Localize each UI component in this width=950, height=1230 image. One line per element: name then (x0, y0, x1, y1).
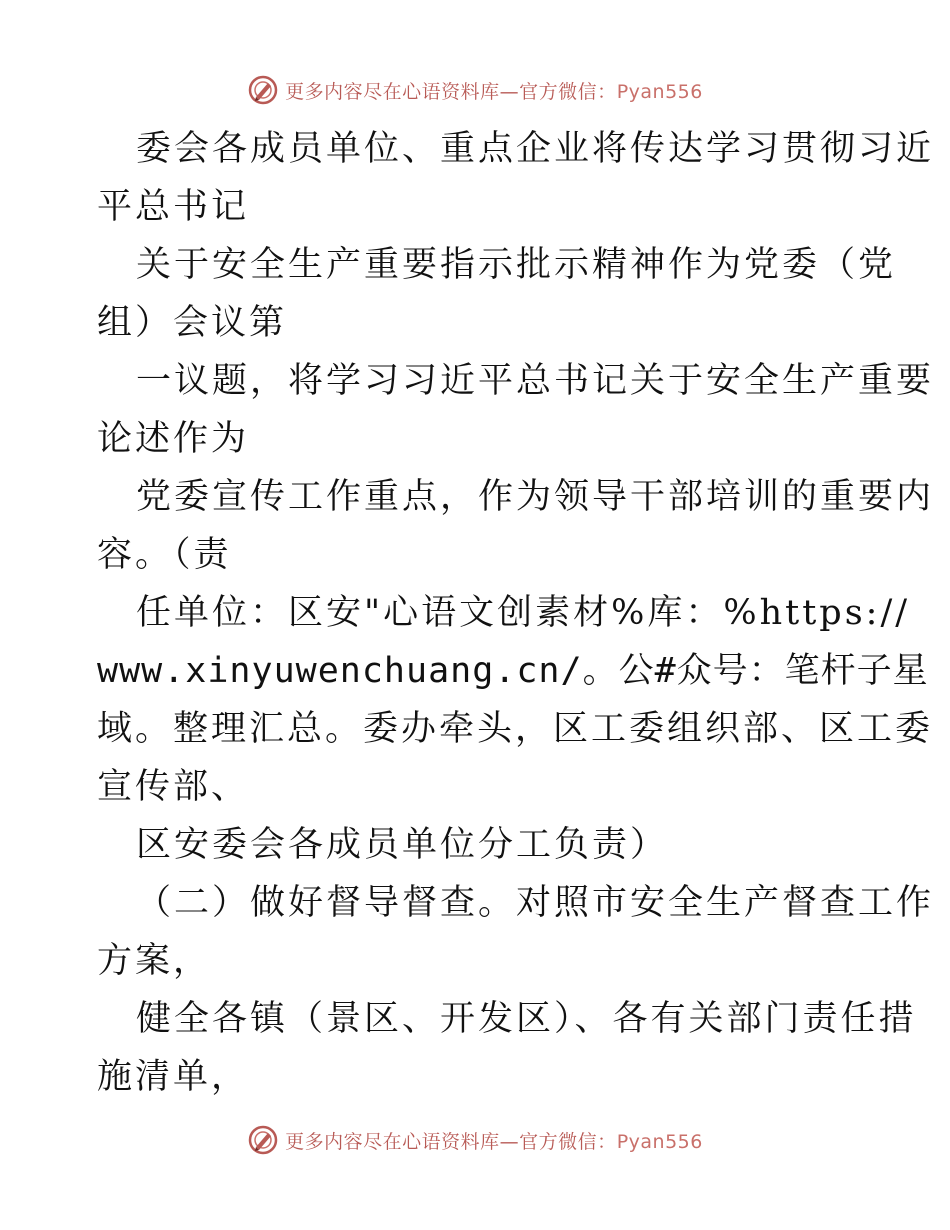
footer-banner-brand: Pyan556 (616, 1130, 703, 1153)
body-line: 域。整理汇总。委办牵头，区工委组织部、区工委 (97, 709, 934, 749)
footer-banner-text (285, 1127, 703, 1154)
header-banner-text (285, 77, 703, 104)
footer-banner-main: 更多内容尽在心语资料库 (285, 1130, 500, 1153)
body-line: 健全各镇（景区、开发区）、各有关部门责任措 (136, 999, 917, 1039)
body-line: 一议题，将学习习近平总书记关于安全生产重要 (136, 361, 935, 401)
document-body (97, 120, 935, 1106)
header-banner-suffix: 官方微信： (519, 80, 617, 103)
body-line: 施清单， (97, 1057, 250, 1097)
footer-banner-separator: — (499, 1130, 520, 1153)
footer-banner (0, 1120, 950, 1160)
header-banner (0, 70, 950, 110)
body-line: www.xinyuwenchuang.cn/。公#众号：笔杆子星 (97, 651, 929, 691)
header-banner-main: 更多内容尽在心语资料库 (285, 80, 500, 103)
body-line: 关于安全生产重要指示批示精神作为党委（党 (136, 245, 897, 285)
body-line: 委会各成员单位、重点企业将传达学习贯彻习近 (136, 129, 935, 169)
body-line: 平总书记 (97, 187, 250, 227)
pen-circle-logo-icon (247, 1124, 279, 1156)
body-line: 任单位：区安"心语文创素材%库：%https:// (136, 593, 911, 633)
body-line: （二）做好督导督查。对照市安全生产督查工作 (136, 883, 935, 923)
body-line: 方案， (97, 941, 212, 981)
body-line: 组）会议第 (97, 303, 288, 343)
body-line: 党委宣传工作重点，作为领导干部培训的重要内 (136, 477, 935, 517)
body-line: 区安委会各成员单位分工负责） (136, 825, 669, 865)
header-banner-separator: — (499, 80, 520, 103)
pen-circle-logo-icon (247, 74, 279, 106)
body-line: 容。（责 (97, 535, 232, 575)
header-banner-brand: Pyan556 (616, 80, 703, 103)
body-line: 宣传部、 (97, 767, 250, 807)
footer-banner-suffix: 官方微信： (519, 1130, 617, 1153)
body-line: 论述作为 (97, 419, 250, 459)
